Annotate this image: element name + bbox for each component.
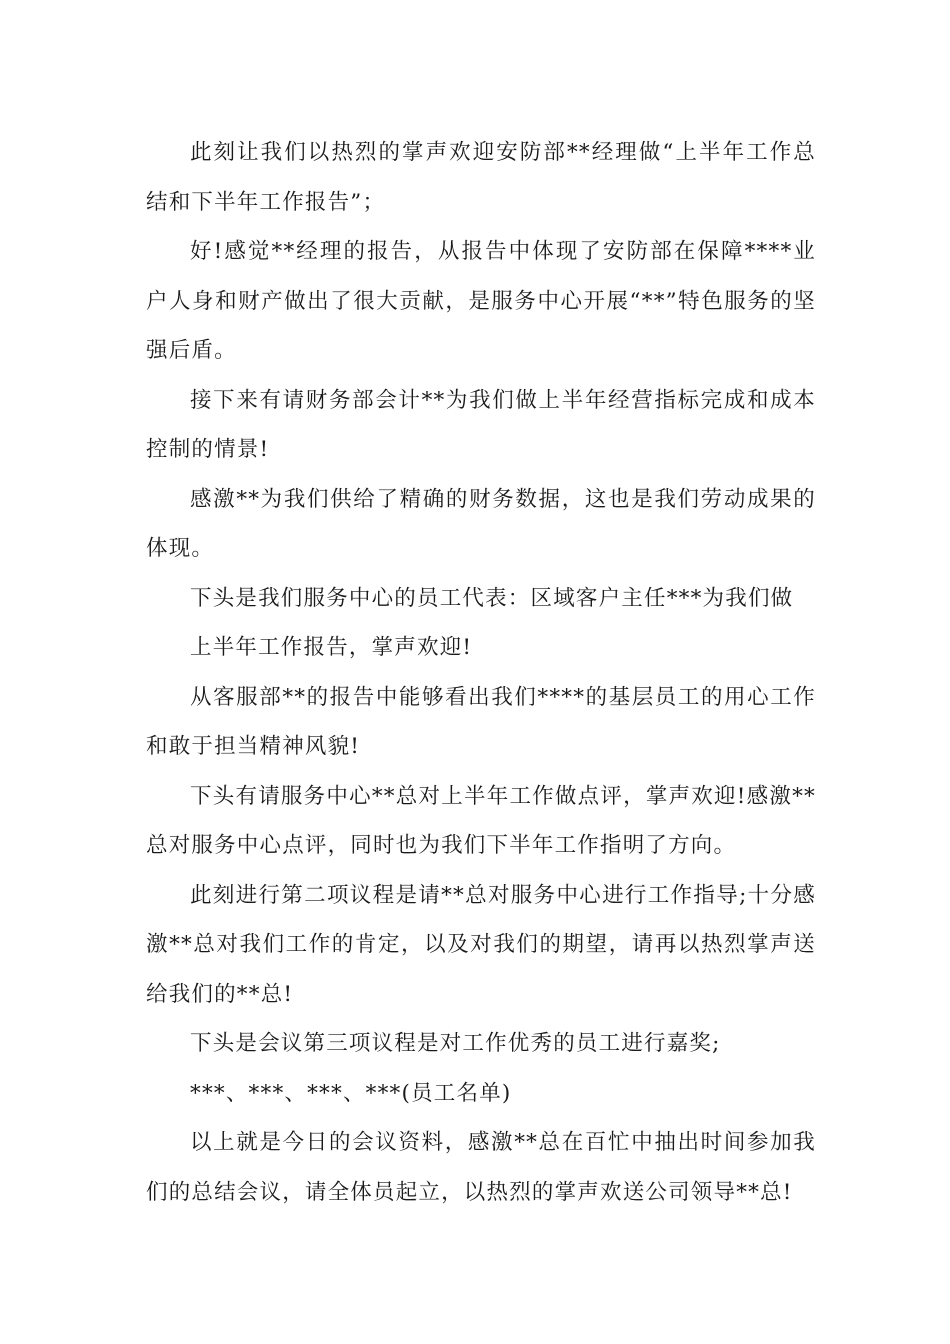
paragraph: 下头是会议第三项议程是对工作优秀的员工进行嘉奖; [190, 1031, 721, 1056]
paragraph: 从客服部**的报告中能够看出我们****的基层员工的用心工作和敢于担当精神风貌! [146, 684, 816, 759]
paragraph: ***、***、***、***(员工名单) [190, 1080, 512, 1106]
paragraph: 此刻进行第二项议程是请**总对服务中心进行工作指导;十分感激**总对我们工作的肯定，以及对我们的期望，请再以热烈掌声送给我们的**总! [146, 882, 816, 1007]
paragraph: 好!感觉**经理的报告，从报告中体现了安防部在保障****业户人身和财产做出了很大贡献，是服务中心开展“**”特色服务的坚强后盾。 [146, 239, 816, 363]
document-body [146, 128, 816, 1217]
paragraph: 以上就是今日的会议资料，感激**总在百忙中抽出时间参加我们的总结会议，请全体员起立，以热烈的掌声欢送公司领导**总! [146, 1130, 816, 1205]
paragraph: 接下来有请财务部会计**为我们做上半年经营指标完成和成本控制的情景! [146, 387, 816, 462]
paragraph: 下头有请服务中心**总对上半年工作做点评，掌声欢迎!感激**总对服务中心点评，同时也为我们下半年工作指明了方向。 [146, 783, 816, 858]
paragraph: 此刻让我们以热烈的掌声欢迎安防部**经理做“上半年工作总结和下半年工作报告”； [146, 140, 816, 215]
paragraph: 下头是我们服务中心的员工代表：区域客户主任***为我们做 [190, 585, 794, 611]
paragraph: 感激**为我们供给了精确的财务数据，这也是我们劳动成果的体现。 [146, 486, 816, 561]
paragraph: 上半年工作报告，掌声欢迎! [190, 635, 473, 660]
